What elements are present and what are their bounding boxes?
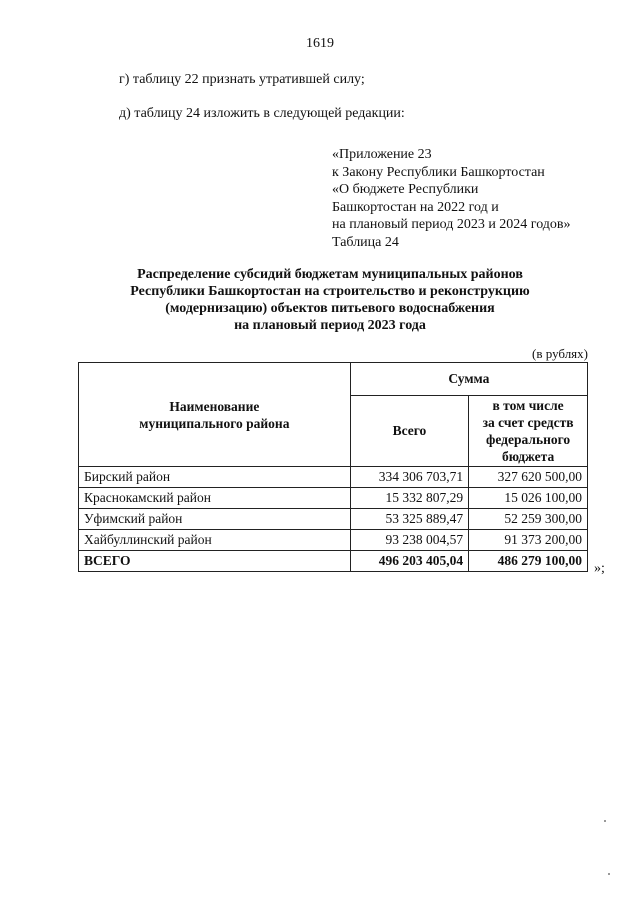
header-name-line: Наименование bbox=[169, 398, 260, 414]
closing-quote: »; bbox=[594, 561, 605, 576]
total-label: ВСЕГО bbox=[79, 551, 351, 572]
scan-speck bbox=[608, 873, 610, 875]
appendix-line: Башкортостан на 2022 год и bbox=[332, 199, 499, 215]
total-amount: 15 332 807,29 bbox=[350, 488, 468, 509]
appendix-header bbox=[332, 146, 571, 252]
title-line: Распределение субсидий бюджетам муниципальных районов bbox=[137, 267, 523, 282]
total-amount: 334 306 703,71 bbox=[350, 467, 468, 488]
header-federal-line: за счет средств bbox=[482, 415, 574, 430]
federal-amount: 52 259 300,00 bbox=[469, 509, 588, 530]
header-federal-cell bbox=[469, 396, 588, 467]
table-total-row bbox=[79, 551, 588, 572]
appendix-line: «Приложение 23 bbox=[332, 147, 432, 162]
district-name: Хайбуллинский район bbox=[79, 530, 351, 551]
table-header-row bbox=[79, 363, 588, 396]
federal-amount: 327 620 500,00 bbox=[469, 467, 588, 488]
district-name: Уфимский район bbox=[79, 509, 351, 530]
federal-amount: 15 026 100,00 bbox=[469, 488, 588, 509]
header-total-cell: Всего bbox=[350, 396, 468, 467]
header-sum-cell: Сумма bbox=[350, 363, 587, 396]
federal-amount: 91 373 200,00 bbox=[469, 530, 588, 551]
district-name: Бирский район bbox=[79, 467, 351, 488]
document-title bbox=[70, 266, 590, 334]
appendix-line: к Закону Республики Башкортостан bbox=[332, 164, 545, 180]
subsidy-table bbox=[78, 362, 588, 572]
grand-federal-amount: 486 279 100,00 bbox=[469, 551, 588, 572]
table-row bbox=[79, 530, 588, 551]
header-federal-line: в том числе bbox=[492, 398, 564, 413]
table-row bbox=[79, 467, 588, 488]
appendix-line: «О бюджете Республики bbox=[332, 182, 479, 198]
scan-speck bbox=[604, 820, 606, 822]
header-name-line: муниципального района bbox=[139, 415, 290, 431]
paragraph-g: г) таблицу 22 признать утратившей силу; bbox=[119, 72, 365, 87]
header-federal-line: бюджета bbox=[501, 449, 555, 464]
units-note: (в рублях) bbox=[532, 346, 588, 361]
appendix-line: Таблица 24 bbox=[332, 234, 399, 250]
page-number: 1619 bbox=[306, 36, 334, 51]
title-line: (модернизацию) объектов питьевого водоснабжения bbox=[165, 301, 495, 316]
district-name: Краснокамский район bbox=[79, 488, 351, 509]
header-federal-line: федерального bbox=[486, 432, 571, 447]
total-amount: 53 325 889,47 bbox=[350, 509, 468, 530]
header-name-cell bbox=[79, 363, 351, 467]
grand-total-amount: 496 203 405,04 bbox=[350, 551, 468, 572]
total-amount: 93 238 004,57 bbox=[350, 530, 468, 551]
appendix-line: на плановый период 2023 и 2024 годов» bbox=[332, 217, 571, 233]
title-line: на плановый период 2023 года bbox=[234, 318, 426, 333]
table-row bbox=[79, 488, 588, 509]
title-line: Республики Башкортостан на строительство и реконструкцию bbox=[130, 284, 530, 299]
paragraph-d: д) таблицу 24 изложить в следующей редакции: bbox=[119, 106, 405, 121]
table-row bbox=[79, 509, 588, 530]
